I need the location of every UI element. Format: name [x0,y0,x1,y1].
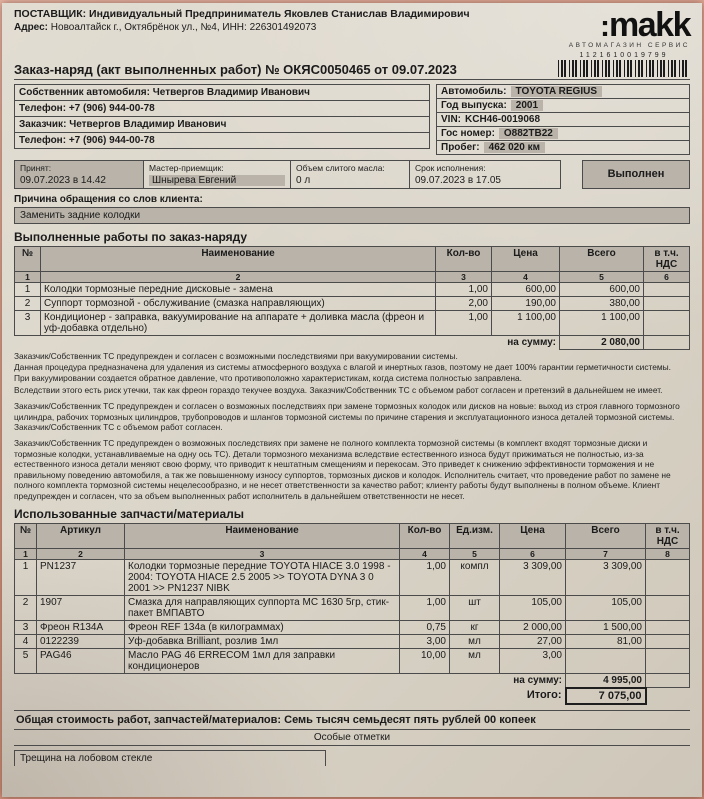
parts-row [15,595,690,620]
customer-label: Заказчик: [19,118,67,130]
work-order-document [2,3,702,797]
work-total: 600,00 [560,282,644,296]
grand-total-value: 7 075,00 [566,688,646,704]
status-badge: Выполнен [582,160,690,189]
parts-row [15,620,690,634]
address-label: Адрес: [14,22,48,33]
part-article: 0122239 [37,634,125,648]
logo-text: makk [609,6,690,44]
part-vat [646,595,690,620]
parts-col-num: № [15,523,37,548]
part-article: 1907 [37,595,125,620]
owner-phone-label: Телефон: [19,102,67,114]
works-row [15,282,690,296]
supplier-address-line [14,22,470,33]
work-name: Суппорт тормозной - обслуживание (смазка направляющих) [41,296,436,310]
owner-phone: +7 (906) 944-00-78 [68,102,155,114]
vin-row [437,113,689,127]
work-num: 1 [15,282,41,296]
work-total: 1 100,00 [560,310,644,335]
part-total: 1 500,00 [566,620,646,634]
part-num: 1 [15,559,37,595]
work-vat [644,296,690,310]
special-notes-label: Особые отметки [14,730,690,746]
master-value: Шнырева Евгений [149,175,285,186]
work-qty: 1,00 [436,310,492,335]
part-name: Смазка для направляющих суппорта МС 1630 5гр, стик-пакет ВМПАВТО [125,595,400,620]
colnum: 8 [646,548,690,559]
master-cell [143,160,291,189]
disclaimer-paragraph: При вакуумировании создается обратное давление, что противоположно характеристикам, когда система полностью заправлена. [14,373,522,384]
owner-label: Собственник автомобиля: [19,86,150,98]
work-name: Колодки тормозные передние дисковые - замена [41,282,436,296]
plate-label: Гос номер: [441,127,495,139]
parts-col-unit: Ед.изм. [450,523,500,548]
customer-phone-row [14,132,430,149]
parts-colnum-row [15,548,690,559]
parts-col-vat: в т.ч. НДС [646,523,690,548]
vehicle-block [436,84,690,155]
received-label: Принят: [20,162,52,173]
parts-row [15,634,690,648]
colnum: 6 [644,271,690,282]
works-col-num: № [15,246,41,271]
work-total: 380,00 [560,296,644,310]
colnum: 5 [560,271,644,282]
grand-total-vat [646,688,690,704]
works-row [15,296,690,310]
parts-col-article: Артикул [37,523,125,548]
part-vat [646,634,690,648]
customer-row [14,116,430,133]
owner-block [14,84,430,155]
makk-logo [569,8,690,50]
part-unit: шт [450,595,500,620]
part-total: 105,00 [566,595,646,620]
works-col-price: Цена [492,246,560,271]
part-num: 4 [15,634,37,648]
part-qty: 3,00 [400,634,450,648]
part-unit: компл [450,559,500,595]
works-col-name: Наименование [41,246,436,271]
part-price: 3 309,00 [500,559,566,595]
part-unit: мл [450,634,500,648]
parts-col-total: Всего [566,523,646,548]
parts-subtotal-row [15,673,690,688]
parts-row [15,648,690,673]
disclaimer-paragraph: Вследствии этого есть риск утечки, так как фреон гораздо текучее воздуха. Заказчик/Собственник ТС с объемом работ согласен и претензий в дальнейшем не имеет. [14,384,663,395]
disclaimer-paragraph: Заказчик/Собственник ТС предупрежден и согласен о возможных последствиях при замене тормозных колодок или дисков на новые: выход из строя главного тормозного цилиндра, рабочих тормозных цилиндров, трубопроводов и шлангов тормозной системы по причине старения и эксплуатационного износа деталей тормозной системы. Заказчик/Собственник ТС с объемом работ согласен. [14,401,680,433]
logo-mark-icon: : [600,10,611,43]
parts-subtotal-vat [646,673,690,688]
part-qty: 0,75 [400,620,450,634]
total-in-words: Общая стоимость работ, запчастей/материалов: Семь тысяч семьдесят пять рублей 00 копеек [14,710,690,730]
colnum: 3 [125,548,400,559]
owner-phone-row [14,100,430,117]
year-row [437,99,689,113]
oil-value: 0 л [296,174,311,186]
due-value: 09.07.2023 в 17.05 [415,174,501,186]
logo-wordmark [569,8,690,42]
oil-label: Объем слитого масла: [296,162,385,173]
grand-total-row [15,688,690,704]
part-qty: 1,00 [400,559,450,595]
part-name: Масло PAG 46 ERRECOM 1мл для заправки кондиционеров [125,648,400,673]
reason-label: Причина обращения со слов клиента: [14,193,203,205]
disclaimer-paragraph: Данная процедура предназначена для удаления из системы атмосферного воздуха с влагой и инертных газов, поэтому не дает 100% гарантии герметичности системы. [14,361,672,372]
works-subtotal-value: 2 080,00 [560,335,644,349]
part-price: 105,00 [500,595,566,620]
parts-col-name: Наименование [125,523,400,548]
logo-tagline: АВТОМАГАЗИН СЕРВИС [568,42,690,49]
part-total: 81,00 [566,634,646,648]
works-section-title: Выполненные работы по заказ-наряду [14,229,248,244]
parts-row [15,559,690,595]
supplier-block [14,8,470,33]
parts-header-row [15,523,690,548]
disclaimer-paragraph: Заказчик/Собственник ТС предупрежден о возможных последствиях при замене не полного комплекта тормозной системы (в комплект входят тормозные диски и тормозные колодки, устанавливаемые на одну ось ТС). Детали тормозного механизма вследствие естественного износа будут прижиматься не полностью, из-за естественного износа детали меняют свою форму, что приводит к нештатным смещениям и перекосам. Это приведет к снижению эффективности торможения и не правильному поведению автомобиля, а так же повышенному износу суппортов, тормозных дисков и колодок. Исполнитель считает, что проведение работ по замене не полного комплекта тормозной системы нецелесообразно, и не несет ответственности за качество работ; клиенту работы будут выполнены в полном объеме. Клиент предупрежден и согласен, что за объем выполненных работ исполнитель в дальнейшем ответственности не несет. [14,438,671,501]
part-name: Фреон REF 134a (в килограммах) [125,620,400,634]
part-vat [646,648,690,673]
work-name: Кондиционер - заправка, вакуумирование на аппарате + доливка масла (фреон и уф-добавка отдельно) [41,310,436,335]
disclaimer-paragraph: Заказчик/Собственник ТС предупрежден и согласен с возможными последствиями при вакуумировании системы. [14,350,458,361]
year-label: Год выпуска: [441,99,507,111]
car-value: TOYOTA REGIUS [511,86,603,97]
part-article: PAG46 [37,648,125,673]
address-value: Новоалтайск г., Октябрёнок ул., №4, ИНН: 226301492073 [50,22,317,33]
due-label: Срок исполнения: [415,162,486,173]
barcode-digits: 1121610019799 [579,51,669,59]
works-subtotal-label: на сумму: [507,336,556,348]
plate-row [437,127,689,141]
part-price: 2 000,00 [500,620,566,634]
parts-col-qty: Кол-во [400,523,450,548]
works-col-vat: в т.ч. НДС [644,246,690,271]
part-num: 3 [15,620,37,634]
works-subtotal-row [15,335,690,349]
part-unit: кг [450,620,500,634]
mileage-value: 462 020 км [484,142,545,153]
part-num: 5 [15,648,37,673]
received-value: 09.07.2023 в 14.42 [20,174,106,186]
work-qty: 2,00 [436,296,492,310]
disclaimer-block [14,351,690,501]
info-section [14,84,690,155]
part-vat [646,620,690,634]
part-article: Фреон R134A [37,620,125,634]
vehicle-row [437,85,689,99]
vin-value: KCH46-0019068 [465,113,541,125]
colnum: 1 [15,548,37,559]
work-vat [644,282,690,296]
colnum: 3 [436,271,492,282]
work-qty: 1,00 [436,282,492,296]
part-name: Уф-добавка Brilliant, розлив 1мл [125,634,400,648]
due-cell [409,160,561,189]
page-title: Заказ-наряд (акт выполненных работ) № ОКЯС0050465 от 09.07.2023 [14,61,457,77]
intake-row [14,160,690,189]
colnum: 4 [492,271,560,282]
colnum: 4 [400,548,450,559]
oil-cell [290,160,410,189]
owner-row [14,84,430,101]
part-vat [646,559,690,595]
part-total [566,648,646,673]
parts-subtotal-value: 4 995,00 [566,673,646,688]
parts-col-price: Цена [500,523,566,548]
part-num: 2 [15,595,37,620]
master-label: Мастер-приемщик: [149,162,224,173]
barcode-bars-icon [558,60,690,77]
part-total: 3 309,00 [566,559,646,595]
parts-table [14,523,690,705]
part-article: PN1237 [37,559,125,595]
barcode [558,52,690,77]
works-table [14,246,690,350]
parts-subtotal-label: на сумму: [513,674,562,686]
part-price: 27,00 [500,634,566,648]
colnum: 2 [41,271,436,282]
vin-label: VIN: [441,113,461,125]
works-col-qty: Кол-во [436,246,492,271]
work-vat [644,310,690,335]
work-num: 3 [15,310,41,335]
car-label: Автомобиль: [441,85,507,97]
colnum: 1 [15,271,41,282]
plate-value: О882ТВ22 [499,128,558,139]
colnum: 6 [500,548,566,559]
supplier-name: Индивидуальный Предприниматель Яковлев Станислав Владимирович [89,8,470,20]
mileage-label: Пробег: [441,141,480,153]
customer-phone: +7 (906) 944-00-78 [68,134,155,146]
part-price: 3,00 [500,648,566,673]
title-row [14,52,690,80]
works-header-row [15,246,690,271]
customer-name: Четвергов Владимир Иванович [69,118,227,130]
work-num: 2 [15,296,41,310]
owner-name: Четвергов Владимир Иванович [152,86,310,98]
part-qty: 10,00 [400,648,450,673]
works-subtotal-vat [644,335,690,349]
colnum: 2 [37,548,125,559]
colnum: 5 [450,548,500,559]
special-note: Трещина на лобовом стекле [14,750,326,766]
mileage-row [437,141,689,154]
received-cell [14,160,144,189]
work-price: 1 100,00 [492,310,560,335]
works-colnum-row [15,271,690,282]
part-name: Колодки тормозные передние TOYOTA HIACE 3.0 1998 - 2004: TOYOTA HIACE 2.5 2005 >> TOYOTA DYNA 3 0 2001 >> PN1237 NIBK [125,559,400,595]
part-unit: мл [450,648,500,673]
reason-text: Заменить задние колодки [14,207,690,224]
work-price: 190,00 [492,296,560,310]
document-header [14,8,690,50]
parts-section-title: Использованные запчасти/материалы [14,506,245,521]
work-price: 600,00 [492,282,560,296]
year-value: 2001 [511,100,543,111]
supplier-line [14,8,470,20]
works-row [15,310,690,335]
grand-total-label: Итого: [526,688,562,701]
part-qty: 1,00 [400,595,450,620]
works-col-total: Всего [560,246,644,271]
supplier-label: ПОСТАВЩИК: [14,8,87,20]
colnum: 7 [566,548,646,559]
customer-phone-label: Телефон: [19,134,67,146]
